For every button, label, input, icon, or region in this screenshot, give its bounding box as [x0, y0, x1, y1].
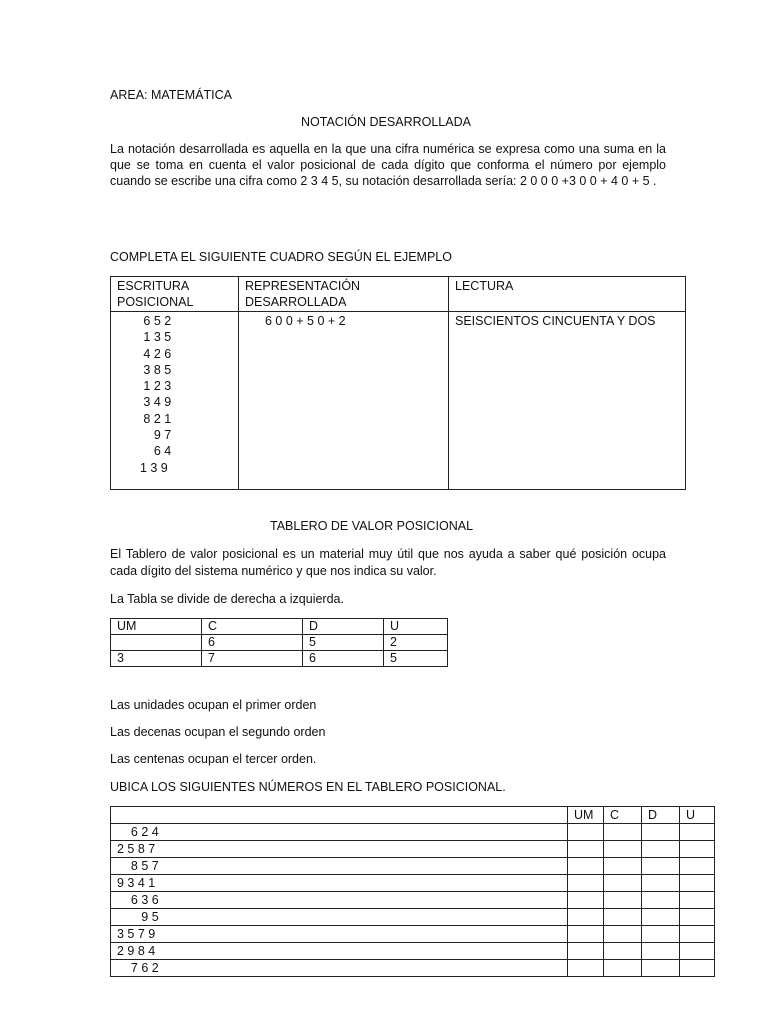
area-label: AREA: MATEMÁTICA — [110, 88, 233, 102]
number-cell: 2 9 8 4 — [111, 943, 568, 960]
answer-cell — [642, 892, 680, 909]
notation-table — [110, 276, 686, 490]
header-c: C — [604, 807, 642, 824]
list-item: 1 3 5 — [133, 330, 172, 345]
list-item: 1 2 3 — [133, 379, 172, 394]
answer-cell — [568, 824, 604, 841]
answer-cell — [568, 841, 604, 858]
answer-cell — [680, 841, 715, 858]
table-row — [111, 909, 715, 926]
example-reading: SEISCIENTOS CINCUENTA Y DOS — [449, 312, 686, 490]
list-item: 3 8 5 — [133, 362, 172, 377]
answer-cell — [604, 841, 642, 858]
table-cell: 3 — [111, 651, 202, 667]
list-item: 9 7 — [133, 428, 172, 443]
table-row — [111, 312, 686, 490]
table-row — [111, 824, 715, 841]
list-item: 8 2 1 — [133, 411, 172, 426]
list-item: 1 3 9 — [133, 460, 168, 475]
header-c: C — [202, 619, 303, 635]
answer-cell — [604, 875, 642, 892]
answer-cell — [642, 824, 680, 841]
answer-cell — [604, 960, 642, 977]
table-header-row — [111, 807, 715, 824]
section-title-tablero: TABLERO DE VALOR POSICIONAL — [270, 519, 474, 533]
table-cell: 7 — [202, 651, 303, 667]
list-item: 4 2 6 — [133, 346, 172, 361]
table-row — [111, 892, 715, 909]
number-cell: 3 5 7 9 — [111, 926, 568, 943]
exercise-place-value-table — [110, 806, 715, 977]
header-u: U — [680, 807, 715, 824]
answer-cell — [568, 858, 604, 875]
place-value-table — [110, 618, 448, 667]
number-cell: 2 5 8 7 — [111, 841, 568, 858]
list-item: 3 4 9 — [133, 395, 172, 410]
table-row — [111, 841, 715, 858]
tablero-paragraph: El Tablero de valor posicional es un material muy útil que nos ayuda a saber qué posición ocupa cada dígito del sistema numérico y que nos indica su valor. — [110, 547, 666, 578]
answer-cell — [680, 875, 715, 892]
table-cell — [111, 635, 202, 651]
table-header-row — [111, 619, 448, 635]
table-row — [111, 960, 715, 977]
instruction-complete-table: COMPLETA EL SIGUIENTE CUADRO SEGÚN EL EJEMPLO — [110, 250, 452, 264]
table-row — [111, 875, 715, 892]
answer-cell — [604, 858, 642, 875]
answer-cell — [642, 960, 680, 977]
example-representation: 6 0 0 + 5 0 + 2 — [239, 312, 449, 490]
instruction-place-numbers: UBICA LOS SIGUIENTES NÚMEROS EN EL TABLERO POSICIONAL. — [110, 780, 506, 794]
table-cell: 6 — [202, 635, 303, 651]
header-um: UM — [111, 619, 202, 635]
number-cell: 7 6 2 — [111, 960, 568, 977]
table-cell: 2 — [384, 635, 448, 651]
table-row — [111, 943, 715, 960]
answer-cell — [642, 909, 680, 926]
header-um: UM — [568, 807, 604, 824]
answer-cell — [604, 824, 642, 841]
answer-cell — [568, 943, 604, 960]
header-lectura: LECTURA — [449, 277, 686, 312]
answer-cell — [680, 943, 715, 960]
answer-cell — [680, 926, 715, 943]
table-row — [111, 651, 448, 667]
answer-cell — [642, 943, 680, 960]
answer-cell — [568, 909, 604, 926]
answer-cell — [642, 875, 680, 892]
hundreds-order-text: Las centenas ocupan el tercer orden. — [110, 752, 317, 766]
answer-cell — [568, 875, 604, 892]
answer-cell — [604, 943, 642, 960]
header-d: D — [642, 807, 680, 824]
table-row — [111, 926, 715, 943]
table-header-row — [111, 277, 686, 312]
answer-cell — [604, 926, 642, 943]
answer-cell — [568, 892, 604, 909]
table-cell: 5 — [384, 651, 448, 667]
intro-paragraph: La notación desarrollada es aquella en la que una cifra numérica se expresa como una suma en la que se toma en cuenta el valor posicional de cada dígito que conforma el número por ejemplo cuando se escribe una cifra como 2 3 4 5, su notación desarrollada sería: 2 0 0 0 +3 0 0 + 4 0 + 5 . — [110, 142, 666, 188]
number-cell: 9 3 4 1 — [111, 875, 568, 892]
header-representacion: REPRESENTACIÓN DESARROLLADA — [239, 277, 449, 312]
page-title: NOTACIÓN DESARROLLADA — [301, 115, 471, 129]
answer-cell — [680, 960, 715, 977]
answer-cell — [680, 824, 715, 841]
units-order-text: Las unidades ocupan el primer orden — [110, 698, 317, 712]
answer-cell — [604, 909, 642, 926]
header-d: D — [303, 619, 384, 635]
answer-cell — [568, 926, 604, 943]
list-item: 6 4 — [133, 444, 172, 459]
answer-cell — [642, 926, 680, 943]
header-u: U — [384, 619, 448, 635]
header-blank — [111, 807, 568, 824]
list-item: 6 5 2 — [133, 314, 172, 328]
table-row — [111, 858, 715, 875]
number-cell: 9 5 — [111, 909, 568, 926]
answer-cell — [642, 841, 680, 858]
number-cell: 6 2 4 — [111, 824, 568, 841]
answer-cell — [680, 858, 715, 875]
number-list-cell — [111, 312, 239, 490]
answer-cell — [680, 909, 715, 926]
header-escritura: ESCRITURA POSICIONAL — [111, 277, 239, 312]
tabla-direction-text: La Tabla se divide de derecha a izquierda. — [110, 592, 344, 606]
table-cell: 5 — [303, 635, 384, 651]
table-row — [111, 635, 448, 651]
number-cell: 6 3 6 — [111, 892, 568, 909]
tens-order-text: Las decenas ocupan el segundo orden — [110, 725, 326, 739]
answer-cell — [680, 892, 715, 909]
number-cell: 8 5 7 — [111, 858, 568, 875]
answer-cell — [604, 892, 642, 909]
answer-cell — [642, 858, 680, 875]
table-cell: 6 — [303, 651, 384, 667]
answer-cell — [568, 960, 604, 977]
